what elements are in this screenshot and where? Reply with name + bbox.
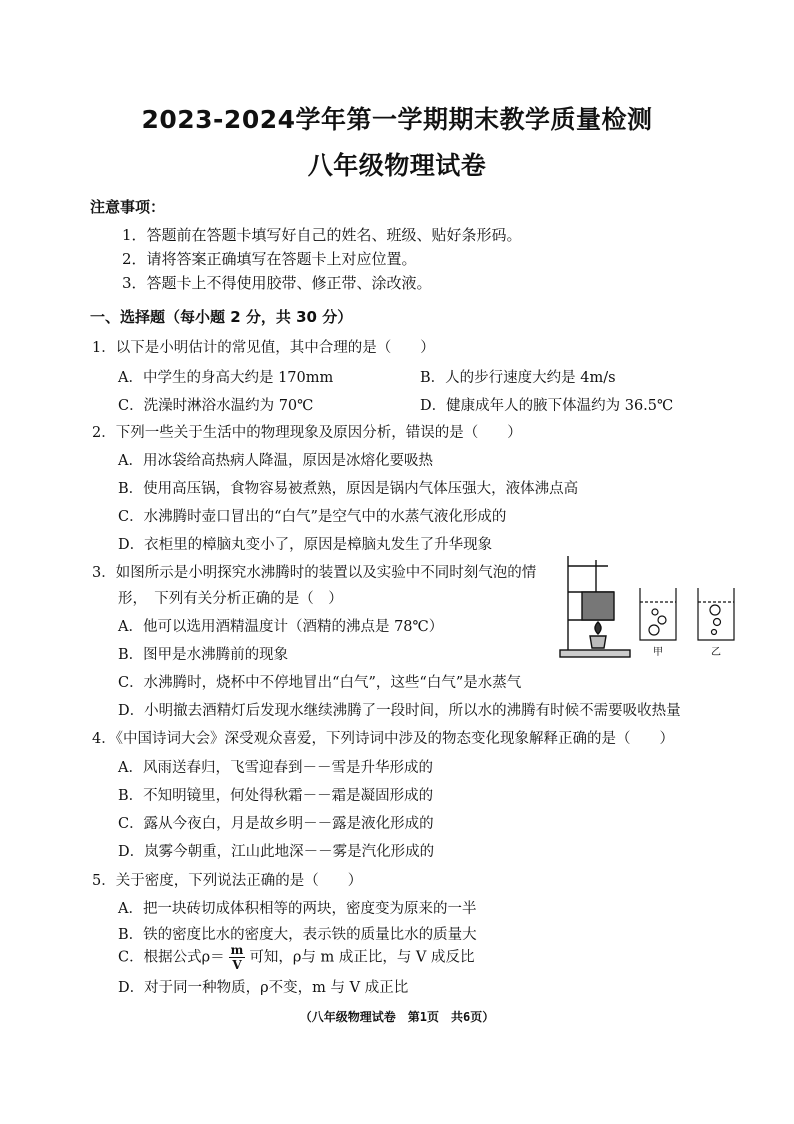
option: A．风雨送春归，飞雪迎春到－－雪是升华形成的: [118, 760, 433, 776]
option-text: C．根据公式ρ＝: [118, 949, 225, 966]
option: A．他可以选用酒精温度计（酒精的沸点是 78℃）: [118, 619, 444, 635]
section-title: 一、选择题（每小题 2 分，共 30 分）: [90, 308, 353, 326]
question-stem: 3．如图所示是小明探究水沸腾时的装置以及实验中不同时刻气泡的情: [92, 565, 537, 581]
notice-item: 2．请将答案正确填写在答题卡上对应位置。: [122, 250, 417, 268]
exam-subtitle: 八年级物理试卷: [307, 151, 487, 180]
notice-heading: 注意事项：: [90, 198, 166, 216]
option: A．用冰袋给高热病人降温，原因是冰熔化要吸热: [118, 453, 433, 469]
question-stem-continued: 形， 下列有关分析正确的是（ ）: [118, 591, 343, 607]
option: D．岚雾今朝重，江山此地深－－雾是汽化形成的: [118, 844, 435, 860]
option: B．人的步行速度大约是 4m/s: [420, 370, 616, 386]
option: D．小明撤去酒精灯后发现水继续沸腾了一段时间，所以水的沸腾有时候不需要吸收热量: [118, 703, 681, 719]
density-fraction: [229, 944, 246, 971]
beaker-jia: [640, 588, 676, 640]
exam-title: 2023-2024学年第一学期期末教学质量检测: [141, 105, 653, 134]
figure-label-yi: 乙: [711, 647, 721, 658]
stand-apparatus: [560, 556, 630, 657]
question-stem: 4．《中国诗词大会》深受观众喜爱，下列诗词中涉及的物态变化现象解释正确的是（ ）: [92, 731, 674, 747]
option: D．对于同一种物质，ρ不变，m 与 V 成正比: [118, 980, 409, 996]
notice-item: 1．答题前在答题卡填写好自己的姓名、班级、贴好条形码。: [122, 226, 522, 244]
option: C．露从今夜白，月是故乡明－－露是液化形成的: [118, 816, 434, 832]
boiling-experiment-figure: [552, 552, 748, 664]
option: B．使用高压锅，食物容易被煮熟，原因是锅内气体压强大，液体沸点高: [118, 481, 579, 497]
option: B．不知明镜里，何处得秋霜－－霜是凝固形成的: [118, 788, 434, 804]
question-stem: 2．下列一些关于生活中的物理现象及原因分析，错误的是（ ）: [92, 425, 522, 441]
question-stem: 1．以下是小明估计的常见值，其中合理的是（ ）: [92, 340, 435, 356]
option: C．洗澡时淋浴水温约为 70℃: [118, 398, 314, 414]
option: B．铁的密度比水的密度大，表示铁的质量比水的质量大: [118, 927, 477, 943]
question-stem: 5．关于密度，下列说法正确的是（ ）: [92, 873, 363, 889]
option-with-formula: [118, 944, 475, 971]
option: A．把一块砖切成体积相等的两块，密度变为原来的一半: [118, 901, 477, 917]
beaker-yi: [698, 588, 734, 640]
fraction-numerator: m: [230, 943, 244, 957]
fraction-denominator: V: [232, 958, 242, 972]
option: A．中学生的身高大约是 170mm: [118, 370, 334, 386]
figure-label-jia: 甲: [653, 647, 663, 658]
page-footer: （八年级物理试卷 第1页 共6页）: [299, 1010, 495, 1024]
option: D．健康成年人的腋下体温约为 36.5℃: [420, 398, 674, 414]
option: B．图甲是水沸腾前的现象: [118, 647, 289, 663]
option-text: 可知，ρ与 m 成正比，与 V 成反比: [249, 949, 475, 966]
option: C．水沸腾时壶口冒出的“白气”是空气中的水蒸气液化形成的: [118, 509, 507, 525]
option: D．衣柜里的樟脑丸变小了，原因是樟脑丸发生了升华现象: [118, 537, 493, 553]
notice-item: 3．答题卡上不得使用胶带、修正带、涂改液。: [122, 274, 432, 292]
option: C．水沸腾时，烧杯中不停地冒出“白气”，这些“白气”是水蒸气: [118, 675, 522, 691]
